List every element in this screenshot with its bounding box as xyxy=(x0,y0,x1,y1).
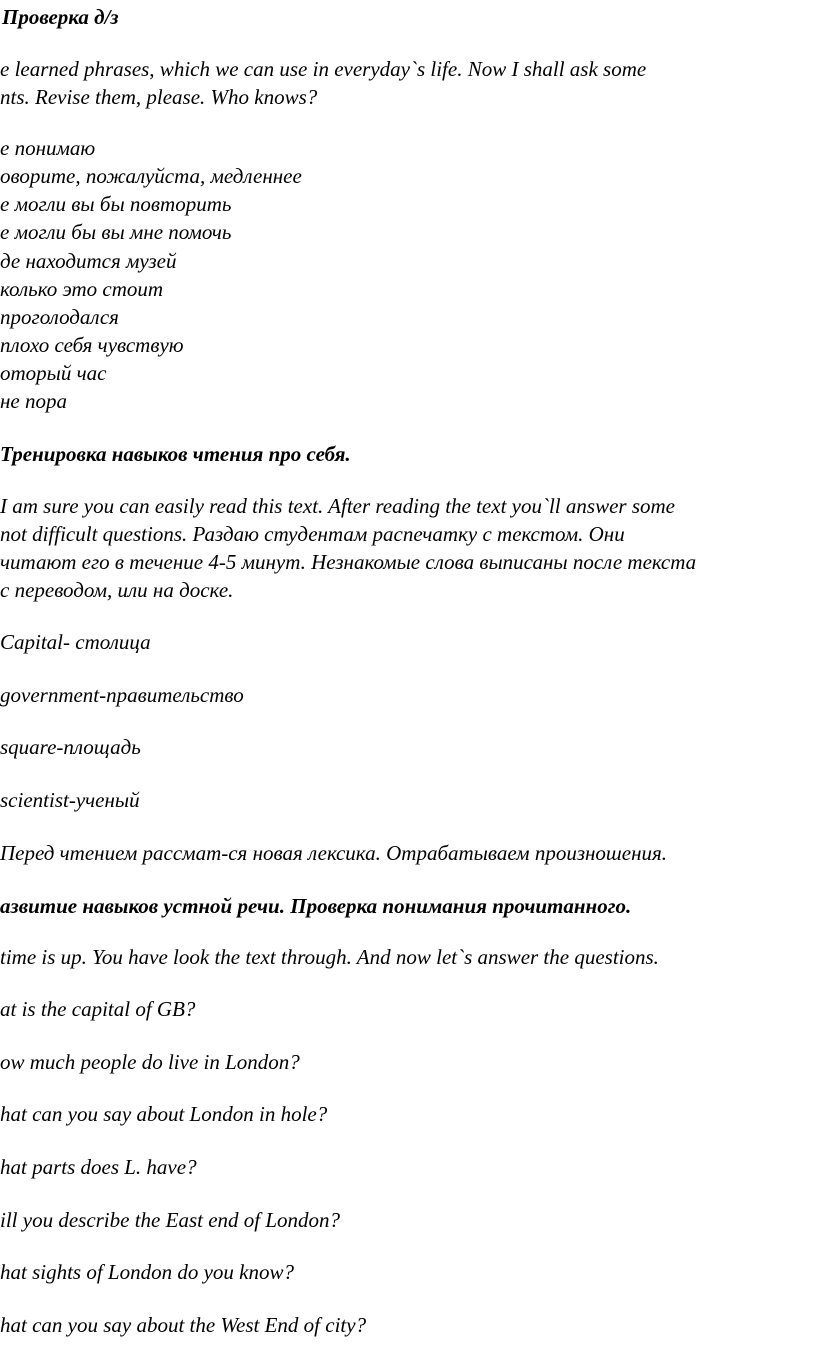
question-item: hat can you say about London in hole? xyxy=(0,1102,328,1126)
phrase-item: е понимаю xyxy=(0,136,96,160)
phrase-item: оворите, пожалуйста, медленнее xyxy=(0,164,302,188)
reading-intro-line: I am sure you can easily read this text. After reading the text you`ll answer some xyxy=(0,494,675,518)
reading-intro-line: not difficult questions. Раздаю студентам распечатку с текстом. Они xyxy=(0,522,625,546)
vocabulary-item: Capital- столица xyxy=(0,630,151,654)
question-item: hat parts does L. have? xyxy=(0,1155,197,1179)
question-item: ow much people do live in London? xyxy=(0,1050,300,1074)
phrase-item: оторый час xyxy=(0,361,107,385)
speaking-intro: time is up. You have look the text through. And now let`s answer the questions. xyxy=(0,945,659,969)
phrase-item: колько это стоит xyxy=(0,277,164,301)
reading-note: Перед чтением рассмат-ся новая лексика. Отрабатываем произношения. xyxy=(0,841,668,865)
phrase-item: де находится музей xyxy=(0,249,177,273)
question-item: hat can you say about the West End of city? xyxy=(0,1313,367,1337)
phrase-item: не пора xyxy=(0,389,67,413)
section-heading-speaking: азвитие навыков устной речи. Проверка понимания прочитанного. xyxy=(0,894,632,918)
reading-intro-line: с переводом, или на доске. xyxy=(0,578,234,602)
vocabulary-item: square-площадь xyxy=(0,735,141,759)
phrase-item: проголодался xyxy=(0,305,119,329)
phrase-item: плохо себя чувствую xyxy=(0,333,184,357)
section-heading-silent-reading: Тренировка навыков чтения про себя. xyxy=(0,442,351,466)
vocabulary-item: scientist-ученый xyxy=(0,788,140,812)
section-heading-homework-check: Проверка д/з xyxy=(2,5,119,29)
homework-intro-line: e learned phrases, which we can use in everyday`s life. Now I shall ask some xyxy=(0,57,647,81)
reading-intro-line: читают его в течение 4-5 минут. Незнакомые слова выписаны после текста xyxy=(0,550,697,574)
question-item: hat sights of London do you know? xyxy=(0,1260,295,1284)
vocabulary-item: government-правительство xyxy=(0,683,244,707)
question-item: at is the capital of GB? xyxy=(0,997,196,1021)
homework-intro-line: nts. Revise them, please. Who knows? xyxy=(0,85,318,109)
phrase-item: е могли вы бы повторить xyxy=(0,192,232,216)
phrase-item: е могли бы вы мне помочь xyxy=(0,220,232,244)
question-item: ill you describe the East end of London? xyxy=(0,1208,341,1232)
